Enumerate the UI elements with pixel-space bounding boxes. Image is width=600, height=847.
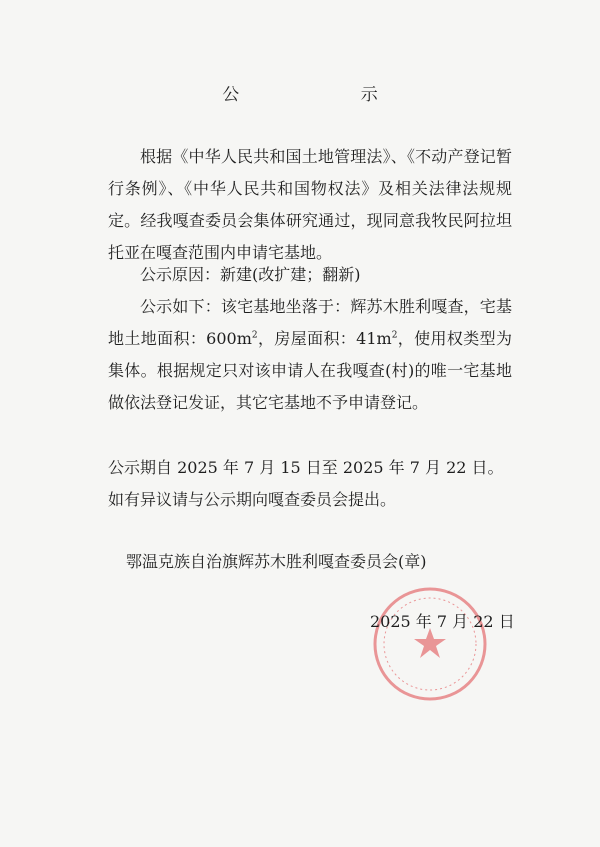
sup-2: 2 [391,330,398,341]
details-part-a: 公示如下：该宅基地坐落于：辉苏木胜利嘎查，宅基地土地面积：600m [108,297,512,348]
period-text: 公示期自 2025 年 7 月 15 日至 2025 年 7 月 22 日。 [108,458,504,477]
sup-1: 2 [251,330,258,341]
paragraph-reason [108,259,512,291]
details-part-c: ，使用权类型为集体。根据规定只对该申请人在我嘎查(村)的唯一宅基地做依法登记发证，其它宅基地不予申请登记。 [108,329,512,412]
paragraph-legal-basis [108,141,512,269]
signature-date: 2025 年 7 月 22 日 [370,612,515,631]
paragraph-details [108,291,512,419]
paragraph-objection [108,484,512,516]
organization-signature: 鄂温克族自治旗辉苏木胜利嘎查委员会(章) [126,552,427,571]
legal-basis-text: 根据《中华人民共和国土地管理法》、《不动产登记暂行条例》、《中华人民共和国物权法》及相关法律法规规定。经我嘎查委员会集体研究通过，现同意我牧民阿拉坦托亚在嘎查范围内申请宅基地。 [108,147,512,262]
details-part-b: ，房屋面积：41m [257,329,392,348]
details-text [108,291,512,419]
page-title: 公 示 [222,85,436,105]
paragraph-period [108,452,512,484]
official-seal-icon [372,586,488,702]
reason-text: 公示原因：新建(改扩建；翻新) [140,265,361,284]
objection-text: 如有异议请与公示期向嘎查委员会提出。 [108,490,397,509]
